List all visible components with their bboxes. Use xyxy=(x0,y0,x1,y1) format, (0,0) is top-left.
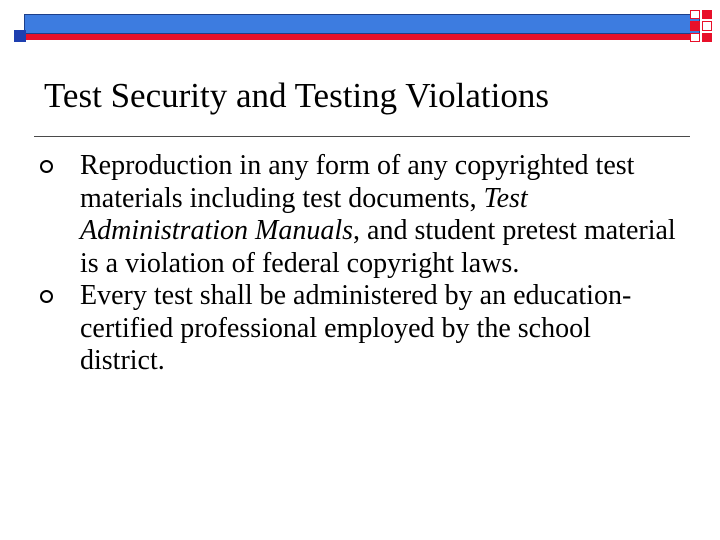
bullet-item xyxy=(40,280,680,378)
bullet-text-end: , and student pretest material is a violation of federal copyright laws. xyxy=(80,215,676,279)
banner-blue-bar xyxy=(24,14,700,34)
bullet-list xyxy=(40,150,680,378)
bullet-text-start: Reproduction in any form of any copyrighted test materials including test documents, xyxy=(80,150,635,214)
bullet-text-start: Every test shall be administered by an education-certified professional employed by the school district. xyxy=(80,280,632,376)
hollow-circle-bullet-icon xyxy=(40,290,53,303)
banner-red-bar xyxy=(24,34,700,40)
banner-square xyxy=(14,30,26,42)
bullet-item xyxy=(40,150,680,280)
hollow-circle-bullet-icon xyxy=(40,160,53,173)
header-banner xyxy=(14,10,714,44)
title-divider xyxy=(34,136,690,137)
banner-grid-decoration xyxy=(690,10,712,42)
slide-title: Test Security and Testing Violations xyxy=(44,76,549,115)
bullet-text-italic: Test Administration Manuals xyxy=(80,182,528,246)
